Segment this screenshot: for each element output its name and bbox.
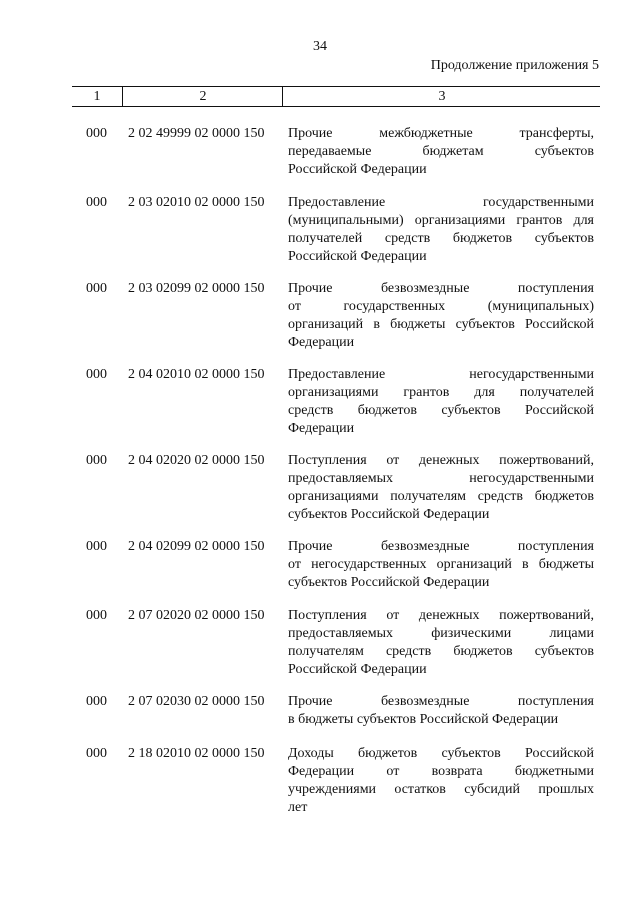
income-code: 2 18 02010 02 0000 150 — [128, 746, 265, 761]
income-name-line: Предоставление государственными — [288, 195, 594, 210]
income-name-line: субъектов Российской Федерации — [288, 575, 490, 590]
income-name-line: Федерации — [288, 421, 355, 436]
income-name-line: передаваемые бюджетам субъектов — [288, 144, 594, 159]
income-name-line: Доходы бюджетов субъектов Российской — [288, 746, 594, 761]
table-row — [72, 366, 600, 452]
income-code: 2 07 02030 02 0000 150 — [128, 694, 265, 709]
income-name-line: от негосударственных организаций в бюджеты — [288, 557, 594, 572]
income-name — [288, 745, 594, 817]
income-name-line: организациями грантов для получателей — [288, 385, 594, 400]
income-name — [288, 538, 594, 592]
income-name-line: Прочие безвозмездные поступления — [288, 281, 594, 296]
admin-code: 000 — [86, 608, 107, 623]
income-name-line: средств бюджетов субъектов Российской — [288, 403, 594, 418]
income-name-line: Федерации — [288, 335, 355, 350]
header-col-2: 2 — [122, 87, 283, 106]
income-code: 2 04 02010 02 0000 150 — [128, 367, 265, 382]
header-col-1: 1 — [93, 89, 101, 104]
income-name-line: лет — [288, 800, 308, 815]
income-name-line: Поступления от денежных пожертвований, — [288, 608, 594, 623]
header-col-3: 3 — [282, 87, 601, 106]
table-row — [72, 693, 600, 745]
income-name — [288, 366, 594, 438]
admin-code: 000 — [86, 367, 107, 382]
income-code: 2 03 02010 02 0000 150 — [128, 195, 265, 210]
table-row — [72, 745, 600, 831]
income-name-line: субъектов Российской Федерации — [288, 507, 490, 522]
income-name — [288, 280, 594, 352]
income-name — [288, 607, 594, 679]
income-name-line: Федерации от возврата бюджетными — [288, 764, 594, 779]
income-name-line: учреждениями остатков субсидий прошлых — [288, 782, 594, 797]
income-name-line: организациями получателям средств бюджетов — [288, 489, 594, 504]
table-row — [72, 538, 600, 607]
income-name-line: получателям средств бюджетов субъектов — [288, 644, 594, 659]
income-name-line: Прочие безвозмездные поступления — [288, 539, 594, 554]
income-name-line: предоставляемых негосударственными — [288, 471, 594, 486]
income-name — [288, 125, 594, 179]
table-row — [72, 280, 600, 366]
income-code: 2 02 49999 02 0000 150 — [128, 126, 265, 141]
income-name-line: предоставляемых физическими лицами — [288, 626, 594, 641]
income-name-line: Российской Федерации — [288, 662, 427, 677]
income-name — [288, 194, 594, 266]
admin-code: 000 — [86, 694, 107, 709]
income-name — [288, 693, 594, 729]
income-code: 2 03 02099 02 0000 150 — [128, 281, 265, 296]
admin-code: 000 — [86, 453, 107, 468]
income-name-line: Поступления от денежных пожертвований, — [288, 453, 594, 468]
income-code: 2 04 02020 02 0000 150 — [128, 453, 265, 468]
income-name-line: организаций в бюджеты субъектов Российской — [288, 317, 594, 332]
page-number: 34 — [313, 39, 327, 54]
table-row — [72, 125, 600, 194]
income-name-line: Прочие безвозмездные поступления — [288, 694, 594, 709]
income-name — [288, 452, 594, 524]
appendix-label: Продолжение приложения 5 — [430, 58, 599, 73]
admin-code: 000 — [86, 539, 107, 554]
income-name-line: (муниципальными) организациями грантов для — [288, 213, 594, 228]
table-row — [72, 607, 600, 693]
admin-code: 000 — [86, 195, 107, 210]
income-name-line: Прочие межбюджетные трансферты, — [288, 126, 594, 141]
table-header — [72, 86, 600, 107]
income-name-line: Российской Федерации — [288, 249, 427, 264]
income-name-line: получателей средств бюджетов субъектов — [288, 231, 594, 246]
income-name-line: в бюджеты субъектов Российской Федерации — [288, 712, 559, 727]
admin-code: 000 — [86, 746, 107, 761]
income-name-line: Предоставление негосударственными — [288, 367, 594, 382]
table-row — [72, 194, 600, 280]
income-code: 2 04 02099 02 0000 150 — [128, 539, 265, 554]
income-name-line: от государственных (муниципальных) — [288, 299, 594, 314]
income-code: 2 07 02020 02 0000 150 — [128, 608, 265, 623]
table-body — [72, 125, 600, 831]
income-name-line: Российской Федерации — [288, 162, 427, 177]
admin-code: 000 — [86, 126, 107, 141]
table-row — [72, 452, 600, 538]
admin-code: 000 — [86, 281, 107, 296]
